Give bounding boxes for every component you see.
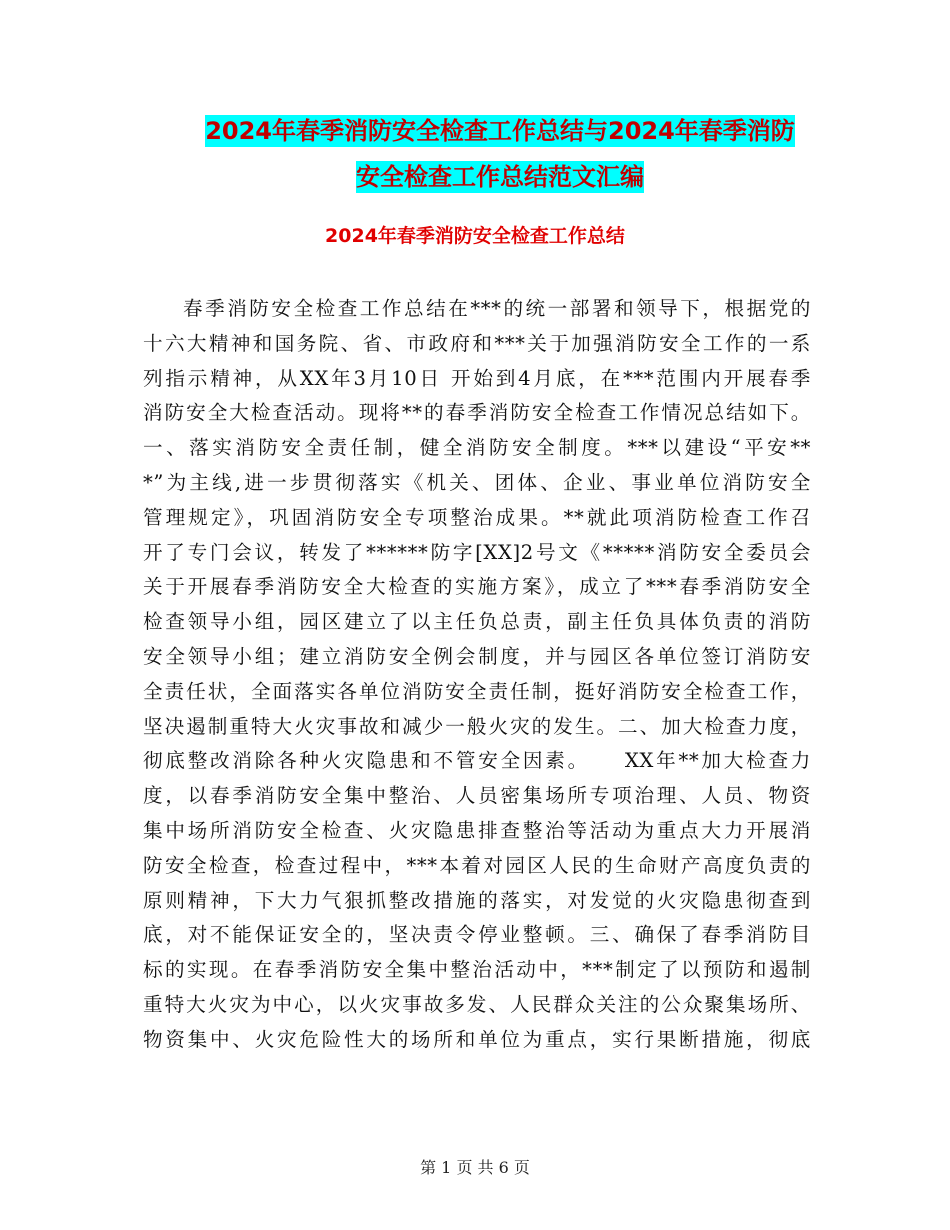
body-line: 防安全检查，检查过程中，***本着对园区人民的生命财产高度负责的 [143,853,811,877]
section-title: 2024年春季消防安全检查工作总结 [325,225,625,247]
body-line: 检查领导小组，园区建立了以主任负总责，副主任负具体负责的消防 [143,610,811,634]
body-line: 标的实现。在春季消防安全集中整治活动中，***制定了以预防和遏制 [143,958,811,982]
body-line: 开了专门会议，转发了******防字[XX]2号文《*****消防安全委员会 [143,540,811,564]
body-line: *”为主线,进一步贯彻落实《机关、团体、企业、事业单位消防安全 [143,470,811,494]
document-title-line-2: 安全检查工作总结范文汇编 [356,163,644,191]
body-line: 十六大精神和国务院、省、市政府和***关于加强消防安全工作的一系 [143,331,811,355]
body-text [143,292,811,1058]
document-title-line-1: 2024年春季消防安全检查工作总结与2024年春季消防 [205,117,795,145]
body-line: 关于开展春季消防安全大检查的实施方案》，成立了***春季消防安全 [143,575,811,599]
body-line: 底，对不能保证安全的，坚决责令停业整顿。三、确保了春季消防目 [143,923,811,947]
body-line: 安全领导小组；建立消防安全例会制度，并与园区各单位签订消防安 [143,644,811,668]
body-line: 彻底整改消除各种火灾隐患和不管安全因素。 XX年**加大检查力 [143,749,811,773]
body-line: 全责任状，全面落实各单位消防安全责任制，挺好消防安全检查工作， [143,679,811,703]
body-line: 度，以春季消防安全集中整治、人员密集场所专项治理、人员、物资 [143,784,811,808]
body-line: 集中场所消防安全检查、火灾隐患排查整治等活动为重点大力开展消 [143,818,811,842]
body-line: 列指示精神，从XX年3月10日 开始到4月底，在***范围内开展春季 [143,366,811,390]
body-line: 重特大火灾为中心，以火灾事故多发、人民群众关注的公众聚集场所、 [143,992,811,1016]
body-line: 管理规定》，巩固消防安全专项整治成果。**就此项消防检查工作召 [143,505,811,529]
body-line: 坚决遏制重特大火灾事故和减少一般火灾的发生。二、加大检查力度， [143,714,811,738]
body-line: 一、落实消防安全责任制，健全消防安全制度。***以建设“平安** [143,436,811,460]
body-line: 消防安全大检查活动。现将**的春季消防安全检查工作情况总结如下。 [143,401,811,425]
body-line: 原则精神，下大力气狠抓整改措施的落实，对发觉的火灾隐患彻查到 [143,888,811,912]
page-footer: 第 1 页 共 6 页 [420,1158,530,1177]
document-title [140,108,860,200]
body-line: 物资集中、火灾危险性大的场所和单位为重点，实行果断措施，彻底 [143,1027,811,1051]
body-line: 春季消防安全检查工作总结在***的统一部署和领导下，根据党的 [183,297,811,320]
